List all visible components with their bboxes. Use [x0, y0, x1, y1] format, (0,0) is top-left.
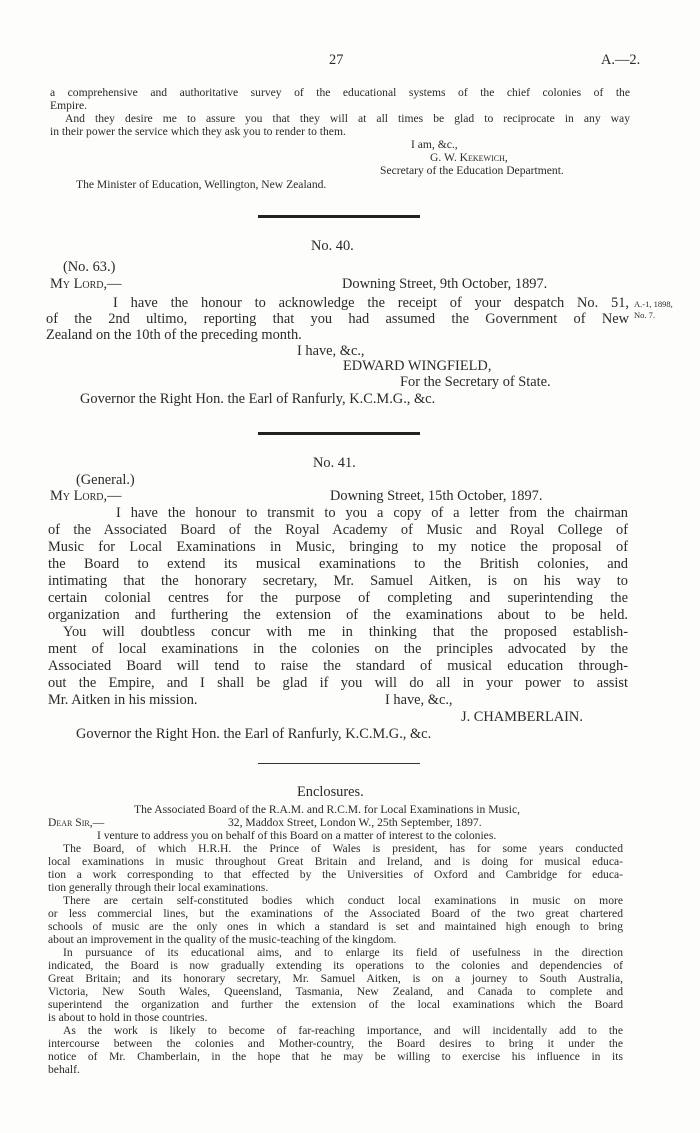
body-line: local examinations in music throughout Great Britain and Ireland, and is doing for musical educa- — [48, 855, 623, 868]
body-line: The Board, of which H.R.H. the Prince of Wales is president, has for some years conducted — [63, 842, 623, 855]
letter-heading: No. 41. — [313, 455, 356, 471]
body-line: of the Associated Board of the Royal Academy of Music and Royal College of — [48, 522, 628, 538]
body-line: in their power the service which they ask you to render to them. — [50, 125, 346, 138]
body-line: Great Britain; and its honorary secretary, Mr. Samuel Aitken, is on a journey to South Australia, — [48, 972, 623, 985]
section-divider — [258, 215, 420, 218]
address-date: 32, Maddox Street, London W., 25th September, 1897. — [228, 816, 482, 829]
body-line: out the Empire, and I shall be glad if you will do all in your power to assist — [48, 675, 628, 691]
body-line: I have the honour to transmit to you a copy of a letter from the chairman — [116, 505, 628, 521]
body-line: about an improvement in the quality of the music-teaching of the kingdom. — [48, 933, 397, 946]
body-line: There are certain self-constituted bodies which conduct local examinations in music on more — [63, 894, 623, 907]
series-reference: A.—2. — [601, 52, 641, 68]
body-line: organization and furthering the extension of the examinations about to be held. — [48, 607, 628, 623]
margin-note: No. 7. — [634, 310, 656, 320]
addressee: Governor the Right Hon. the Earl of Ranfurly, K.C.M.G., &c. — [76, 726, 432, 742]
signatory: EDWARD WINGFIELD, — [343, 358, 492, 374]
body-line: As the work is likely to become of far-reaching importance, and will incidentally add to the — [63, 1024, 623, 1037]
body-line: I venture to address you on behalf of this Board on a matter of interest to the colonies. — [97, 829, 497, 842]
body-line: Empire. — [50, 99, 88, 112]
signatory-title: Secretary of the Education Department. — [380, 164, 564, 177]
body-line: In pursuance of its educational aims, and to enlarge its field of usefulness in the direction — [63, 946, 623, 959]
body-line: Mr. Aitken in his mission. — [48, 692, 198, 708]
body-line: And they desire me to assure you that they will at all times be glad to reciprocate in any way — [65, 112, 630, 125]
salutation: My Lord,— — [50, 276, 122, 292]
enclosures-heading: Enclosures. — [297, 784, 364, 800]
sender-line: The Associated Board of the R.A.M. and R.C.M. for Local Examinations in Music, — [134, 803, 521, 816]
body-line: notice of Mr. Chamberlain, in the hope that he may be willing to exercise his influence in its — [48, 1050, 623, 1063]
signatory: J. CHAMBERLAIN. — [461, 709, 583, 725]
addressee: The Minister of Education, Wellington, New Zealand. — [76, 178, 327, 191]
addressee: Governor the Right Hon. the Earl of Ranfurly, K.C.M.G., &c. — [80, 391, 436, 407]
signatory-title: For the Secretary of State. — [400, 374, 551, 390]
body-line: Zealand on the 10th of the preceding month. — [46, 327, 302, 343]
place-date: Downing Street, 15th October, 1897. — [330, 488, 543, 504]
body-line: ment of local examinations in the colonies on the principles advocated by the — [48, 641, 628, 657]
letter-reference: (No. 63.) — [63, 259, 116, 275]
page-number: 27 — [329, 52, 344, 68]
body-line: of the 2nd ultimo, reporting that you had assumed the Government of New — [46, 311, 629, 327]
closing: I have, &c., — [297, 343, 365, 359]
body-line: the Board to extend its musical examinations to the British colonies, and — [48, 556, 628, 572]
section-divider — [258, 763, 420, 764]
margin-note: A.-1, 1898, — [634, 299, 673, 309]
salutation: My Lord,— — [50, 488, 122, 504]
section-divider — [258, 432, 420, 435]
closing: I am, &c., — [411, 138, 458, 151]
place-date: Downing Street, 9th October, 1897. — [342, 276, 548, 292]
body-line: tion generally through their local examinations. — [48, 881, 269, 894]
body-line: or less commercial lines, but the examinations of the Associated Board of the two great chartered — [48, 907, 623, 920]
closing: I have, &c., — [385, 692, 453, 708]
body-line: indicated, the Board is now gradually extending its operations to the colonies and dependencies of — [48, 959, 623, 972]
body-line: certain colonial centres for the purpose of completing and superintending the — [48, 590, 628, 606]
body-line: I have the honour to acknowledge the receipt of your despatch No. 51, — [113, 295, 629, 311]
body-line: intimating that the honorary secretary, Mr. Samuel Aitken, is on his way to — [48, 573, 628, 589]
body-line: You will doubtless concur with me in thinking that the proposed establish- — [63, 624, 628, 640]
body-line: a comprehensive and authoritative survey of the educational systems of the chief colonies of the — [50, 86, 630, 99]
body-line: behalf. — [48, 1063, 80, 1076]
body-line: Music for Local Examinations in Music, bringing to my notice the proposal of — [48, 539, 628, 555]
letter-heading: No. 40. — [311, 238, 354, 254]
body-line: intercourse between the colonies and Mother-country, the Board desires to bring it under the — [48, 1037, 623, 1050]
body-line: superintend the organization and further the extension of the local examinations which the Board — [48, 998, 623, 1011]
body-line: tion a work corresponding to that effected by the Universities of Oxford and Cambridge for educa- — [48, 868, 623, 881]
salutation: Dear Sir,— — [48, 816, 105, 829]
body-line: is about to hold in those countries. — [48, 1011, 208, 1024]
body-line: Associated Board will tend to raise the standard of musical education through- — [48, 658, 628, 674]
body-line: Victoria, New South Wales, Queensland, Tasmania, New Zealand, and Canada to complete and — [48, 985, 623, 998]
letter-reference: (General.) — [76, 472, 135, 488]
body-line: schools of music are the only ones in which a standard is set and maintained high enough to bring — [48, 920, 623, 933]
signatory: G. W. Kekewich, — [430, 151, 508, 164]
